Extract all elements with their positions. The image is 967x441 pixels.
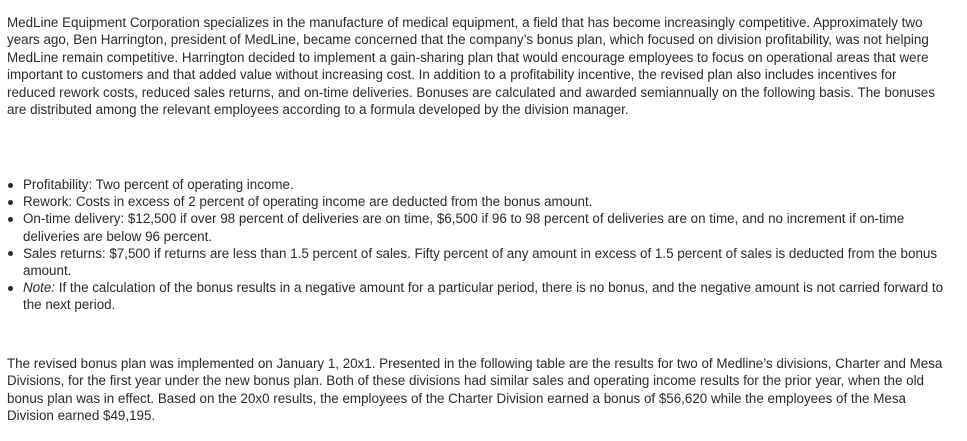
list-item-sales-returns: Sales returns: $7,500 if returns are less than 1.5 percent of sales. Fifty percent of any amount in excess of 1.5 percent of sales is deducted from the bonus amount. <box>7 245 945 279</box>
list-item-rework: Rework: Costs in excess of 2 percent of operating income are deducted from the bonus amount. <box>7 193 945 210</box>
note-text: If the calculation of the bonus results in a negative amount for a particular period, there is no bonus, and the negative amount is not carried forward to the next period. <box>23 280 944 313</box>
closing-paragraph: The revised bonus plan was implemented on January 1, 20x1. Presented in the following table are the results for two of Medline’s divisions, Charter and Mesa Divisions, for the first year under the new bonus plan. Both of these divisions had similar sales and operating income results for the prior year, when the old bonus plan was in effect. Based on the 20x0 results, the employees of the Charter Division earned a bonus of $56,620 while the employees of the Mesa Division earned $49,195. <box>7 356 943 424</box>
list-item-note <box>7 279 945 313</box>
intro-paragraph: MedLine Equipment Corporation specializes in the manufacture of medical equipment, a field that has become increasingly competitive. Approximately two years ago, Ben Harrington, president of MedLine, became concerned that the company’s bonus plan, which focused on division profitability, was not helping MedLine remain competitive. Harrington decided to implement a gain-sharing plan that would encourage employees to focus on operational areas that were important to customers and that added value without increasing cost. In addition to a profitability incentive, the revised plan also includes incentives for reduced rework costs, reduced sales returns, and on-time deliveries. Bonuses are calculated and awarded semiannually on the following basis. The bonuses are distributed among the relevant employees according to a formula developed by the division manager. <box>7 15 935 118</box>
bonus-criteria-list <box>7 176 945 314</box>
list-item-profitability: Profitability: Two percent of operating income. <box>7 176 945 193</box>
note-label: Note: <box>23 280 56 296</box>
list-item-on-time-delivery: On-time delivery: $12,500 if over 98 percent of deliveries are on time, $6,500 if 96 to 98 percent of deliveries are on time, and no increment if on-time deliveries are below 96 percent. <box>7 210 945 244</box>
